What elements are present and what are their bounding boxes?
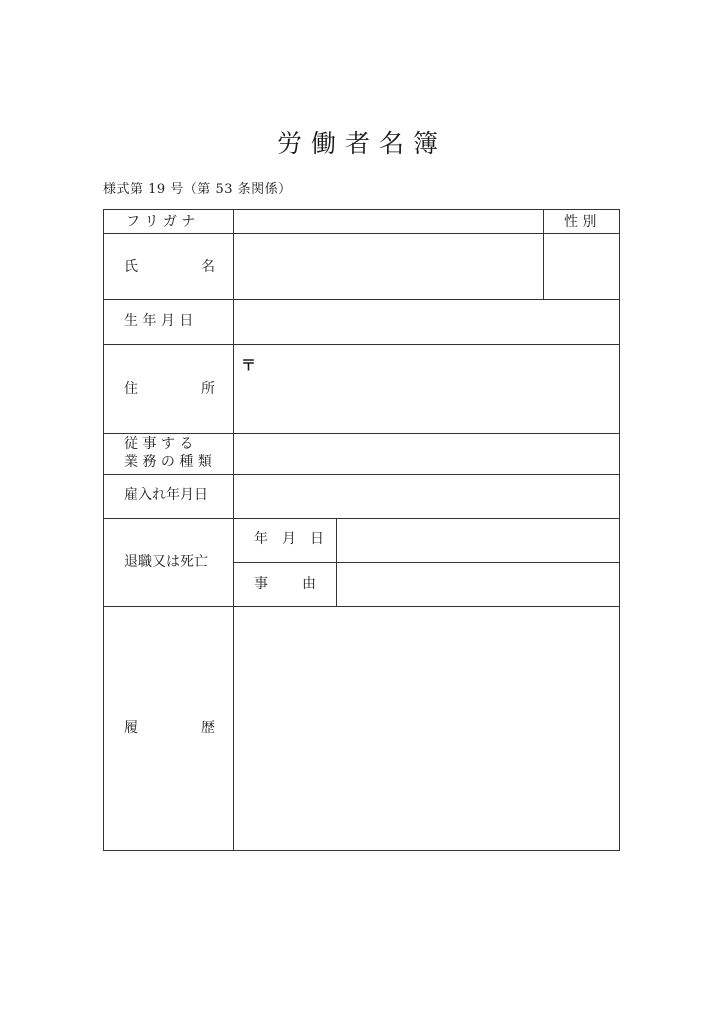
name-label-left: 氏 [124,259,138,275]
reason-label-right: 由 [302,576,316,592]
rule-after-birthdate [104,344,619,345]
history-label-left: 履 [124,720,138,736]
postal-mark-icon: 〒 [241,356,257,374]
reason-label-left: 事 [254,576,268,592]
retirement-subcolumn-divider [336,518,337,606]
gender-label: 性 別 [564,214,597,230]
retirement-date-label: 年 月 日 [254,531,324,547]
history-label-right: 歴 [201,720,215,736]
retirement-label: 退職又は死亡 [124,554,208,570]
birthdate-label: 生 年 月 日 [124,313,194,329]
label-column-divider [233,210,234,850]
rule-after-hire-date [104,518,619,519]
rule-after-name [104,299,619,300]
document-title: 労働者名簿 [276,129,447,158]
address-label-right: 所 [201,381,215,397]
gender-column-divider [543,210,544,299]
worker-register-form [103,209,620,851]
furigana-label: フ リ ガ ナ [126,214,196,230]
rule-after-job-type [104,474,619,475]
rule-after-retirement [104,606,619,607]
rule-after-furigana [104,233,619,234]
job-type-label-line2: 業 務 の 種 類 [124,454,212,470]
address-label-left: 住 [124,381,138,397]
rule-between-retirement-rows [233,562,619,563]
name-label-right: 名 [201,259,215,275]
job-type-label-line1: 従 事 す る [124,436,194,452]
rule-after-address [104,433,619,434]
hire-date-label: 雇入れ年月日 [124,487,208,503]
form-number-note: 様式第 19 号（第 53 条関係） [103,182,292,197]
